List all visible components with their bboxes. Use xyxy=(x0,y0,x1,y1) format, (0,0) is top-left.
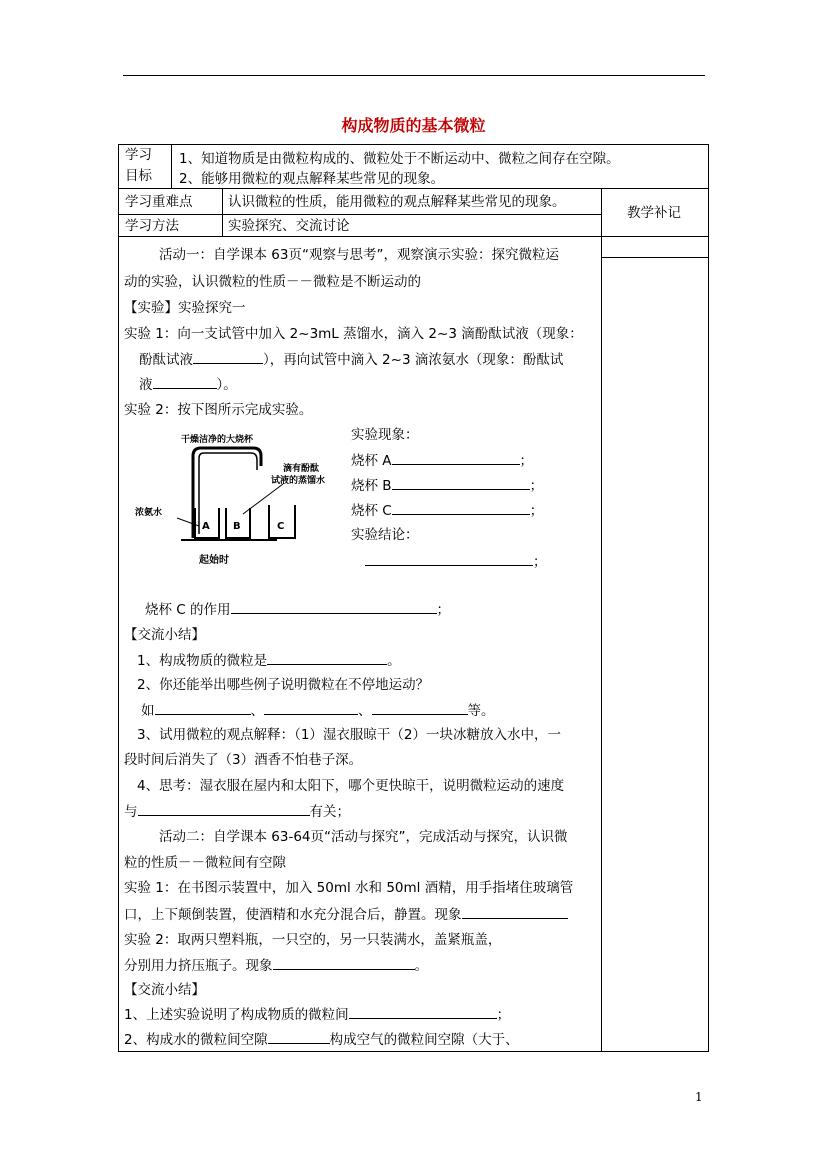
row-line-1 xyxy=(119,188,708,189)
beaker-b-text: 烧杯 B xyxy=(351,478,392,494)
key-label: 学习重难点 xyxy=(125,194,193,210)
q4-row xyxy=(124,803,350,820)
s1-row xyxy=(124,1006,510,1023)
beaker-c-role-row xyxy=(145,601,450,618)
blank-q4[interactable] xyxy=(138,803,310,816)
blank-ammonia[interactable] xyxy=(153,376,217,389)
exp1-c1: 液 xyxy=(139,377,153,393)
q4-start: 与 xyxy=(124,804,138,820)
blank-q1[interactable] xyxy=(267,652,387,665)
header-rule xyxy=(123,75,705,76)
s2-text-a: 2、构成水的微粒间空隙 xyxy=(124,1032,268,1048)
summary-heading: 【交流小结】 xyxy=(124,627,205,643)
fig-label-top: 干燥洁净的大烧杯 xyxy=(181,435,254,445)
q3-line-a: 3、试用微粒的观点解释：（1）湿衣服晾干（2）一块冰糖放入水中，一 xyxy=(137,727,562,743)
method-label: 学习方法 xyxy=(125,218,179,234)
blank-beaker-a[interactable] xyxy=(392,452,520,465)
s2-row xyxy=(124,1031,519,1048)
q2-sep-1: 、 xyxy=(250,703,264,719)
beaker-c-row xyxy=(351,502,543,519)
blank-beaker-c[interactable] xyxy=(392,502,530,515)
exp1-c2: ）。 xyxy=(216,377,237,393)
lesson-table xyxy=(118,144,709,1052)
beaker-c-text: 烧杯 C xyxy=(351,503,392,519)
e2-row xyxy=(124,957,428,974)
blank-e1[interactable] xyxy=(462,906,568,919)
exp1-line-b xyxy=(139,351,563,368)
e1-text: 口，上下颠倒装置，使酒精和水充分混合后，静置。现象 xyxy=(124,907,462,923)
q2-end: 等。 xyxy=(467,703,495,719)
q3-line-b: 段时间后消失了（3）酒香不怕巷子深。 xyxy=(124,752,363,768)
blank-q2-2[interactable] xyxy=(264,702,358,715)
col-line-side xyxy=(601,189,602,1051)
fig-label-bottom: 起始时 xyxy=(199,555,229,566)
exp1-line-c xyxy=(139,376,237,393)
beaker-c-role-text: 烧杯 C 的作用 xyxy=(145,602,231,618)
col-line-label xyxy=(171,145,172,189)
q4-end: 有关； xyxy=(309,804,350,820)
semi-conc: ； xyxy=(533,554,547,570)
phenomenon-heading: 实验现象： xyxy=(351,427,419,443)
blank-phenol[interactable] xyxy=(193,351,263,364)
e2-text: 分别用力挤压瓶子。现象 xyxy=(124,958,273,974)
semi-role: ； xyxy=(436,602,451,618)
fig-label-right-1: 滴有酚酞 xyxy=(283,464,320,474)
e2-line-a: 实验 2：取两只塑料瓶，一只空的，另一只装满水，盖紧瓶盖， xyxy=(124,932,502,948)
beaker-a-row xyxy=(351,452,533,469)
goal-2: 2、能够用微粒的观点解释某些常见的现象。 xyxy=(179,171,445,187)
e1-row xyxy=(124,906,568,923)
blank-q2-1[interactable] xyxy=(155,702,251,715)
semi-b: ； xyxy=(529,478,544,494)
conclusion-row xyxy=(365,553,547,570)
exp1-line-a: 实验 1：向一支试管中加入 2~3mL 蒸馏水，滴入 2~3 滴酚酞试液（现象： xyxy=(124,326,583,342)
q2-text: 2、你还能举出哪些例子说明微粒在不停地运动？ xyxy=(137,677,430,693)
row-line-3 xyxy=(119,236,708,237)
goal-label-a: 学习 xyxy=(125,147,152,163)
goal-label-b: 目标 xyxy=(125,168,152,184)
fig-label-left: 浓氨水 xyxy=(135,508,163,518)
act2-line-b: 粒的性质－－微粒间有空隙 xyxy=(124,855,286,871)
key-text: 认识微粒的性质，能用微粒的观点解释某些常见的现象。 xyxy=(228,194,566,210)
q2-start: 如 xyxy=(141,703,155,719)
semi-c: ； xyxy=(529,503,544,519)
exp1-b2: ），再向试管中滴入 2~3 滴浓氨水（现象：酚酞试 xyxy=(263,352,564,368)
beaker-b-row xyxy=(351,477,543,494)
blank-beaker-c-role[interactable] xyxy=(231,601,437,614)
semi-a: ； xyxy=(519,453,534,469)
conclusion-heading: 实验结论： xyxy=(351,527,419,543)
side-row-line xyxy=(601,257,708,258)
row-line-2 xyxy=(119,214,601,215)
beaker-c-label: C xyxy=(277,521,285,532)
q4-line-a: 4、思考：湿衣服在屋内和太阳下，哪个更快晾干，说明微粒运动的速度 xyxy=(137,778,565,794)
e1-line-a: 实验 1：在书图示装置中，加入 50ml 水和 50ml 酒精，用手指堵住玻璃管 xyxy=(124,880,574,896)
act1-line-b: 动的实验，认识微粒的性质－－微粒是不断运动的 xyxy=(124,274,421,290)
side-header: 教学补记 xyxy=(627,205,681,221)
blank-beaker-b[interactable] xyxy=(392,477,530,490)
exp-heading: 【实验】实验探究一 xyxy=(124,300,246,316)
summary2-heading: 【交流小结】 xyxy=(124,982,205,998)
blank-s1[interactable] xyxy=(349,1006,497,1019)
e2-end: 。 xyxy=(414,958,428,974)
beaker-a-text: 烧杯 A xyxy=(351,453,392,469)
s1-end: ； xyxy=(496,1007,511,1023)
col-line-label-2 xyxy=(222,189,223,237)
method-text: 实验探究、交流讨论 xyxy=(228,218,350,234)
exp1-b1: 酚酞试液 xyxy=(139,352,193,368)
blank-s2[interactable] xyxy=(268,1031,330,1044)
beaker-a-label: A xyxy=(202,521,210,532)
s2-text-b: 构成空气的微粒间空隙（大于、 xyxy=(329,1032,519,1048)
goal-1: 1、知道物质是由微粒构成的、微粒处于不断运动中、微粒之间存在空隙。 xyxy=(179,151,620,167)
blank-q2-3[interactable] xyxy=(372,702,468,715)
fig-label-right-2: 试液的蒸馏水 xyxy=(271,476,326,486)
page-title: 构成物质的基本微粒 xyxy=(341,116,486,135)
exp2-line: 实验 2：按下图所示完成实验。 xyxy=(124,402,313,418)
q2-sep-2: 、 xyxy=(358,703,372,719)
q2-row xyxy=(141,702,495,719)
pointer-right xyxy=(243,484,283,514)
act2-line-a: 活动二：自学课本 63-64页“活动与探究”，完成活动与探究，认识微 xyxy=(159,829,568,845)
experiment-figure xyxy=(133,430,343,570)
q1-row xyxy=(137,652,401,669)
q1-end: 。 xyxy=(387,653,401,669)
page-number: 1 xyxy=(695,1090,703,1104)
act1-line-a: 活动一：自学课本 63页“观察与思考”，观察演示实验：探究微粒运 xyxy=(159,247,559,263)
q1-text: 1、构成物质的微粒是 xyxy=(137,653,268,669)
beaker-b-label: B xyxy=(233,521,241,532)
blank-e2[interactable] xyxy=(273,957,415,970)
s1-text: 1、上述实验说明了构成物质的微粒间 xyxy=(124,1007,349,1023)
blank-conclusion[interactable] xyxy=(365,553,533,566)
